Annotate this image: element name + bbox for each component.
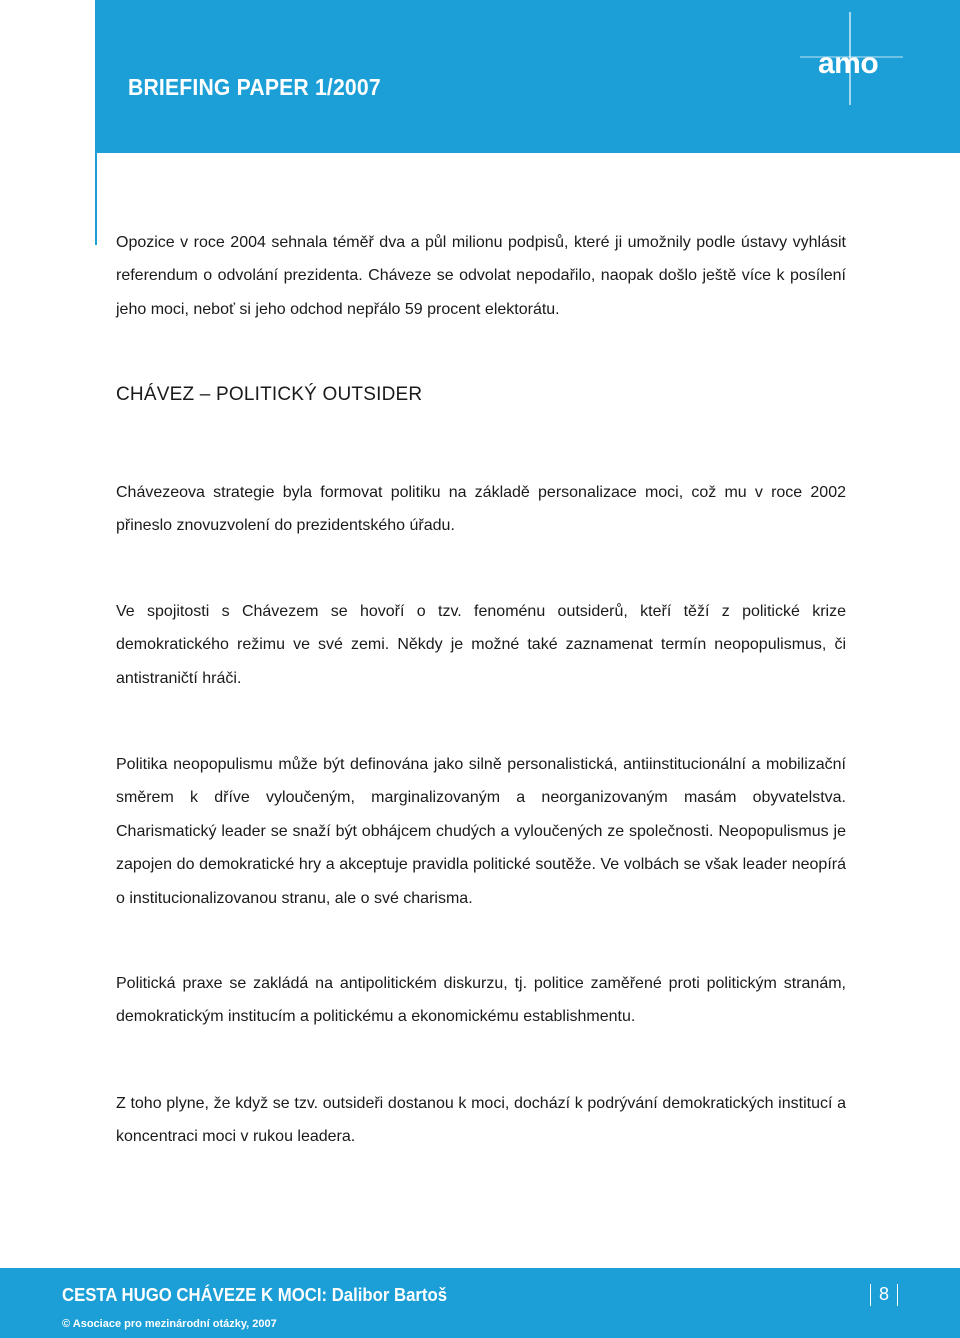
paragraph-3: [116, 595, 846, 695]
header-rule: [95, 153, 97, 245]
paragraph-text: Politika neopopulismu může být definována jako silně personalistická, antiinstitucionální a mobilizační směrem k dříve vyloučeným, marginalizovaným a neorganizovaným masám obyvatelstva. Charismatický leader se snaží být obhájcem chudých a vyloučených ze společnosti. Neopopulismus je zapojen do demokratické hry a akceptuje pravidla politické soutěže. Ve volbách se však leader neopírá o institucionalizovanou stranu, ale o své charisma.: [116, 756, 846, 907]
paragraph-4: [116, 748, 846, 915]
logo-text: amo: [818, 47, 879, 80]
paragraph-text: Z toho plyne, že když se tzv. outsideři dostanou k moci, dochází k podrývání demokratických institucí a koncentraci moci v rukou leadera.: [116, 1095, 846, 1146]
paragraph-text: Opozice v roce 2004 sehnala téměř dva a půl milionu podpisů, které ji umožnily podle ústavy vyhlásit referendum o odvolání prezidenta. Cháveze se odvolat nepodařilo, naopak došlo ještě více k posílení jeho moci, neboť si jeho odchod nepřálo 59 procent elektorátu.: [116, 234, 846, 318]
document-title: BRIEFING PAPER 1/2007: [128, 74, 381, 100]
paragraph-6: [116, 1087, 846, 1154]
paragraph-text: Ve spojitosti s Chávezem se hovoří o tzv. fenoménu outsiderů, kteří těží z politické krize demokratického režimu ve své zemi. Někdy je možné také zaznamenat termín neopopulismus, či antistraničtí hráči.: [116, 603, 846, 687]
section-heading: CHÁVEZ – POLITICKÝ OUTSIDER: [116, 384, 423, 405]
paragraph-5: [116, 967, 846, 1034]
footer-banner: [0, 1268, 960, 1338]
paragraph-1: [116, 226, 846, 326]
paragraph-2: [116, 476, 846, 543]
page-number-bar-left: [870, 1284, 871, 1306]
page-number: [862, 1284, 906, 1306]
paragraph-text: Chávezeova strategie byla formovat politiku na základě personalizace moci, což mu v roce 2002 přineslo znovuzvolení do prezidentského úřadu.: [116, 484, 846, 535]
footer-title: CESTA HUGO CHÁVEZE K MOCI: Dalibor Bartoš: [62, 1285, 448, 1305]
page-number-value: 8: [878, 1284, 889, 1304]
footer-copyright: © Asociace pro mezinárodní otázky, 2007: [62, 1318, 277, 1330]
paragraph-text: Politická praxe se zakládá na antipolitickém diskurzu, tj. politice zaměřené proti politickým stranám, demokratickým institucím a politickému a ekonomickému establishmentu.: [116, 975, 846, 1026]
page-number-bar-right: [897, 1284, 898, 1306]
amo-logo-icon: [798, 10, 908, 110]
